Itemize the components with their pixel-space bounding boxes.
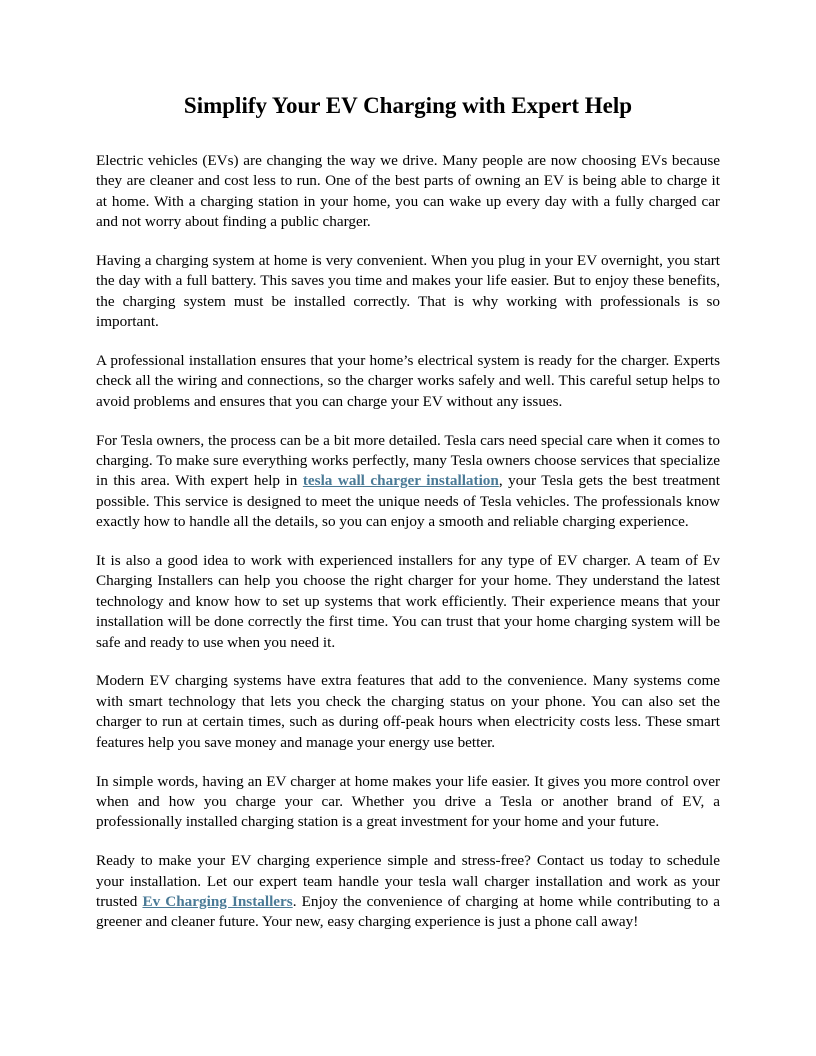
paragraph-8-text-before: Ready to make your EV charging experience simple and stress-free? Contact us today to schedule your installation. Let our expert team handle your tesla wall charger installation and work as your trusted xyxy=(96,852,720,910)
paragraph-6: Modern EV charging systems have extra features that add to the convenience. Many systems come with smart technology that lets you check the charging status on your phone. You can also set the charger to run at certain times, such as during off-peak hours when electricity costs less. These smart features help you save money and manage your energy use better. xyxy=(96,672,720,751)
paragraph-2: Having a charging system at home is very convenient. When you plug in your EV overnight, you start the day with a full battery. This saves you time and makes your life easier. But to enjoy these benefits, the charging system must be installed correctly. That is why working with professionals is so important. xyxy=(96,252,720,331)
document-page xyxy=(96,92,720,951)
ev-charging-installers-link[interactable]: Ev Charging Installers xyxy=(142,892,293,910)
page-title: Simplify Your EV Charging with Expert Help xyxy=(183,93,633,118)
tesla-wall-charger-link[interactable]: tesla wall charger installation xyxy=(302,472,499,490)
paragraph-8 xyxy=(96,851,720,933)
paragraph-4-text-before: For Tesla owners, the process can be a bit more detailed. Tesla cars need special care when it comes to charging. To make sure everything works perfectly, many Tesla owners choose services that specialize in this area. With expert help in xyxy=(96,431,720,490)
paragraph-3: A professional installation ensures that your home’s electrical system is ready for the charger. Experts check all the wiring and connections, so the charger works safely and well. This careful setup helps to avoid problems and ensures that you can charge your EV without any issues. xyxy=(96,352,720,410)
paragraph-7: In simple words, having an EV charger at home makes your life easier. It gives you more control over when and how you charge your car. Whether you drive a Tesla or another brand of EV, a professionally installed charging station is a great investment for your home and your future. xyxy=(96,772,720,831)
paragraph-1: Electric vehicles (EVs) are changing the way we drive. Many people are now choosing EVs because they are cleaner and cost less to run. One of the best parts of owning an EV is being able to charge it at home. With a charging station in your home, you can wake up every day with a fully charged car and not worry about finding a public charger. xyxy=(96,152,720,231)
paragraph-5: It is also a good idea to work with experienced installers for any type of EV charger. A team of Ev Charging Installers can help you choose the right charger for your home. They understand the latest technology and know how to set up systems that work efficiently. Their experience means that your installation will be done correctly the first time. You can trust that your home charging system will be safe and ready to use when you need it. xyxy=(96,552,720,651)
paragraph-4 xyxy=(96,431,720,533)
paragraph-8-text-after: . Enjoy the convenience of charging at home while contributing to a greener and cleaner future. Your new, easy charging experience is just a phone call away! xyxy=(96,892,720,931)
paragraph-4-text-after: , your Tesla gets the best treatment possible. This service is designed to meet the unique needs of Tesla vehicles. The professionals know exactly how to handle all the details, so you can enjoy a smooth and reliable charging experience. xyxy=(96,472,720,531)
